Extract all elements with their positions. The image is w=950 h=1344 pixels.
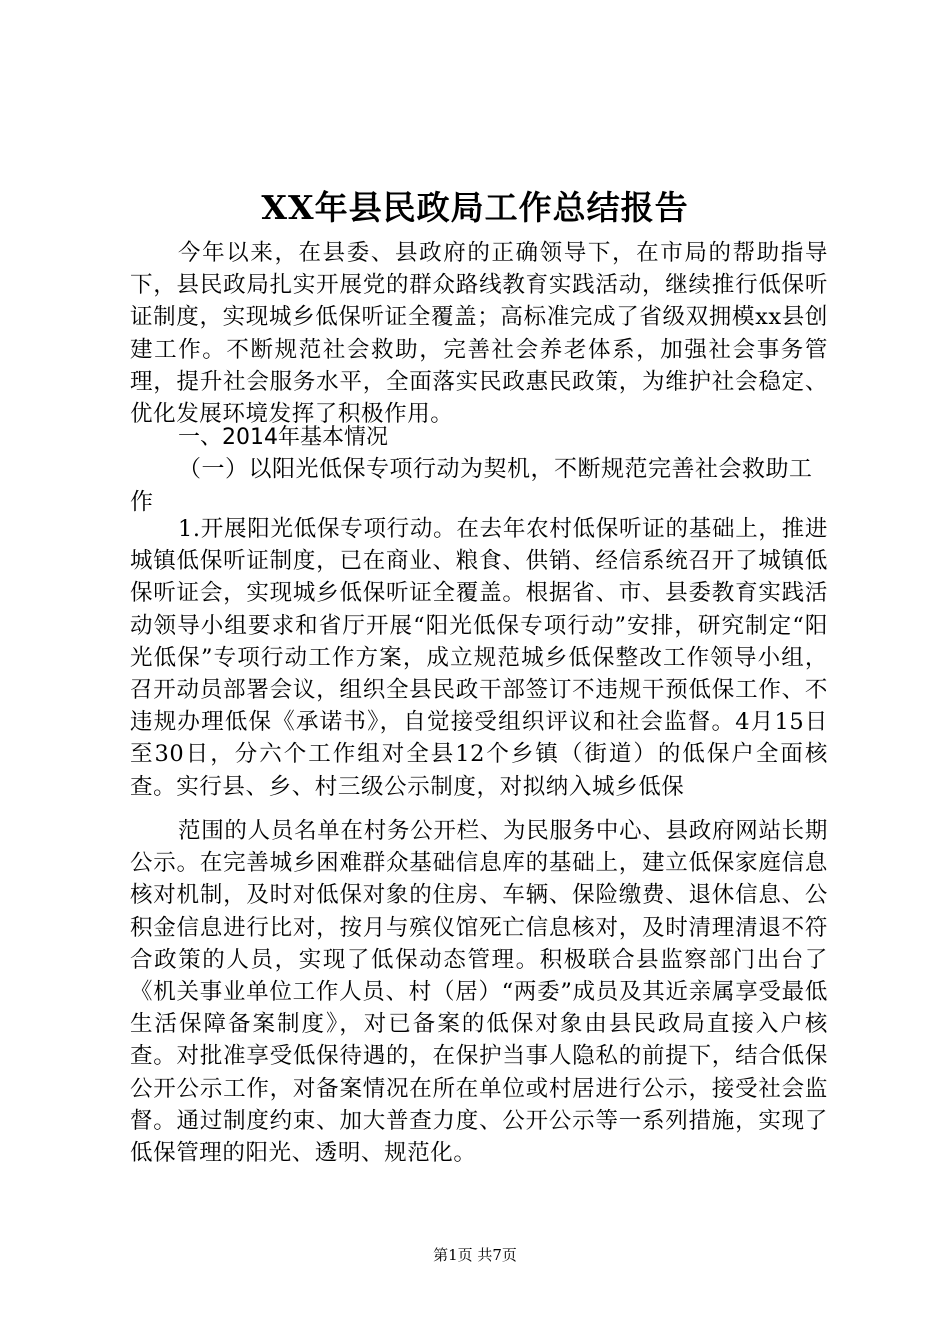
subsection-heading: （一）以阳光低保专项行动为契机，不断规范完善社会救助工作 [130, 456, 813, 515]
page-footer: 第1页 共7页 [433, 1246, 517, 1264]
intro-paragraph: 今年以来，在县委、县政府的正确领导下，在市局的帮助指导下，县民政局扎实开展党的群众路线教育实践活动，继续推行低保听证制度，实现城乡低保听证全覆盖；高标准完成了省级双拥模xx县创建工作。不断规范社会救助，完善社会养老体系，加强社会事务管理，提升社会服务水平，全面落实民政惠民政策，为维护社会稳定、优化发展环境发挥了积极作用。 [130, 240, 828, 428]
body-paragraph-1: 1.开展阳光低保专项行动。在去年农村低保听证的基础上，推进城镇低保听证制度，已在商业、粮食、供销、经信系统召开了城镇低保听证会，实现城乡低保听证全覆盖。根据省、市、县委教育实践活动领导小组要求和省厅开展“阳光低保专项行动”安排，研究制定“阳光低保”专项行动工作方案，成立规范城乡低保整改工作领导小组，召开动员部署会议，组织全县民政干部签订不违规干预低保工作、不违规办理低保《承诺书》，自觉接受组织评议和社会监督。4月15日至30日，分六个工作组对全县12个乡镇（街道）的低保户全面核查。实行县、乡、村三级公示制度，对拟纳入城乡低保 [130, 516, 828, 800]
section-heading: 一、2014年基本情况 [178, 425, 388, 450]
document-title: XX年县民政局工作总结报告 [261, 188, 689, 227]
body-paragraph-2: 范围的人员名单在村务公开栏、为民服务中心、县政府网站长期公示。在完善城乡困难群众基础信息库的基础上，建立低保家庭信息核对机制，及时对低保对象的住房、车辆、保险缴费、退休信息、公积金信息进行比对，按月与殡仪馆死亡信息核对，及时清理清退不符合政策的人员，实现了低保动态管理。积极联合县监察部门出台了《机关事业单位工作人员、村（居）“两委”成员及其近亲属享受最低生活保障备案制度》，对已备案的低保对象由县民政局直接入户核查。对批准享受低保待遇的，在保护当事人隐私的前提下，结合低保公开公示工作，对备案情况在所在单位或村居进行公示，接受社会监督。通过制度约束、加大普查力度、公开公示等一系列措施，实现了低保管理的阳光、透明、规范化。 [130, 818, 828, 1167]
